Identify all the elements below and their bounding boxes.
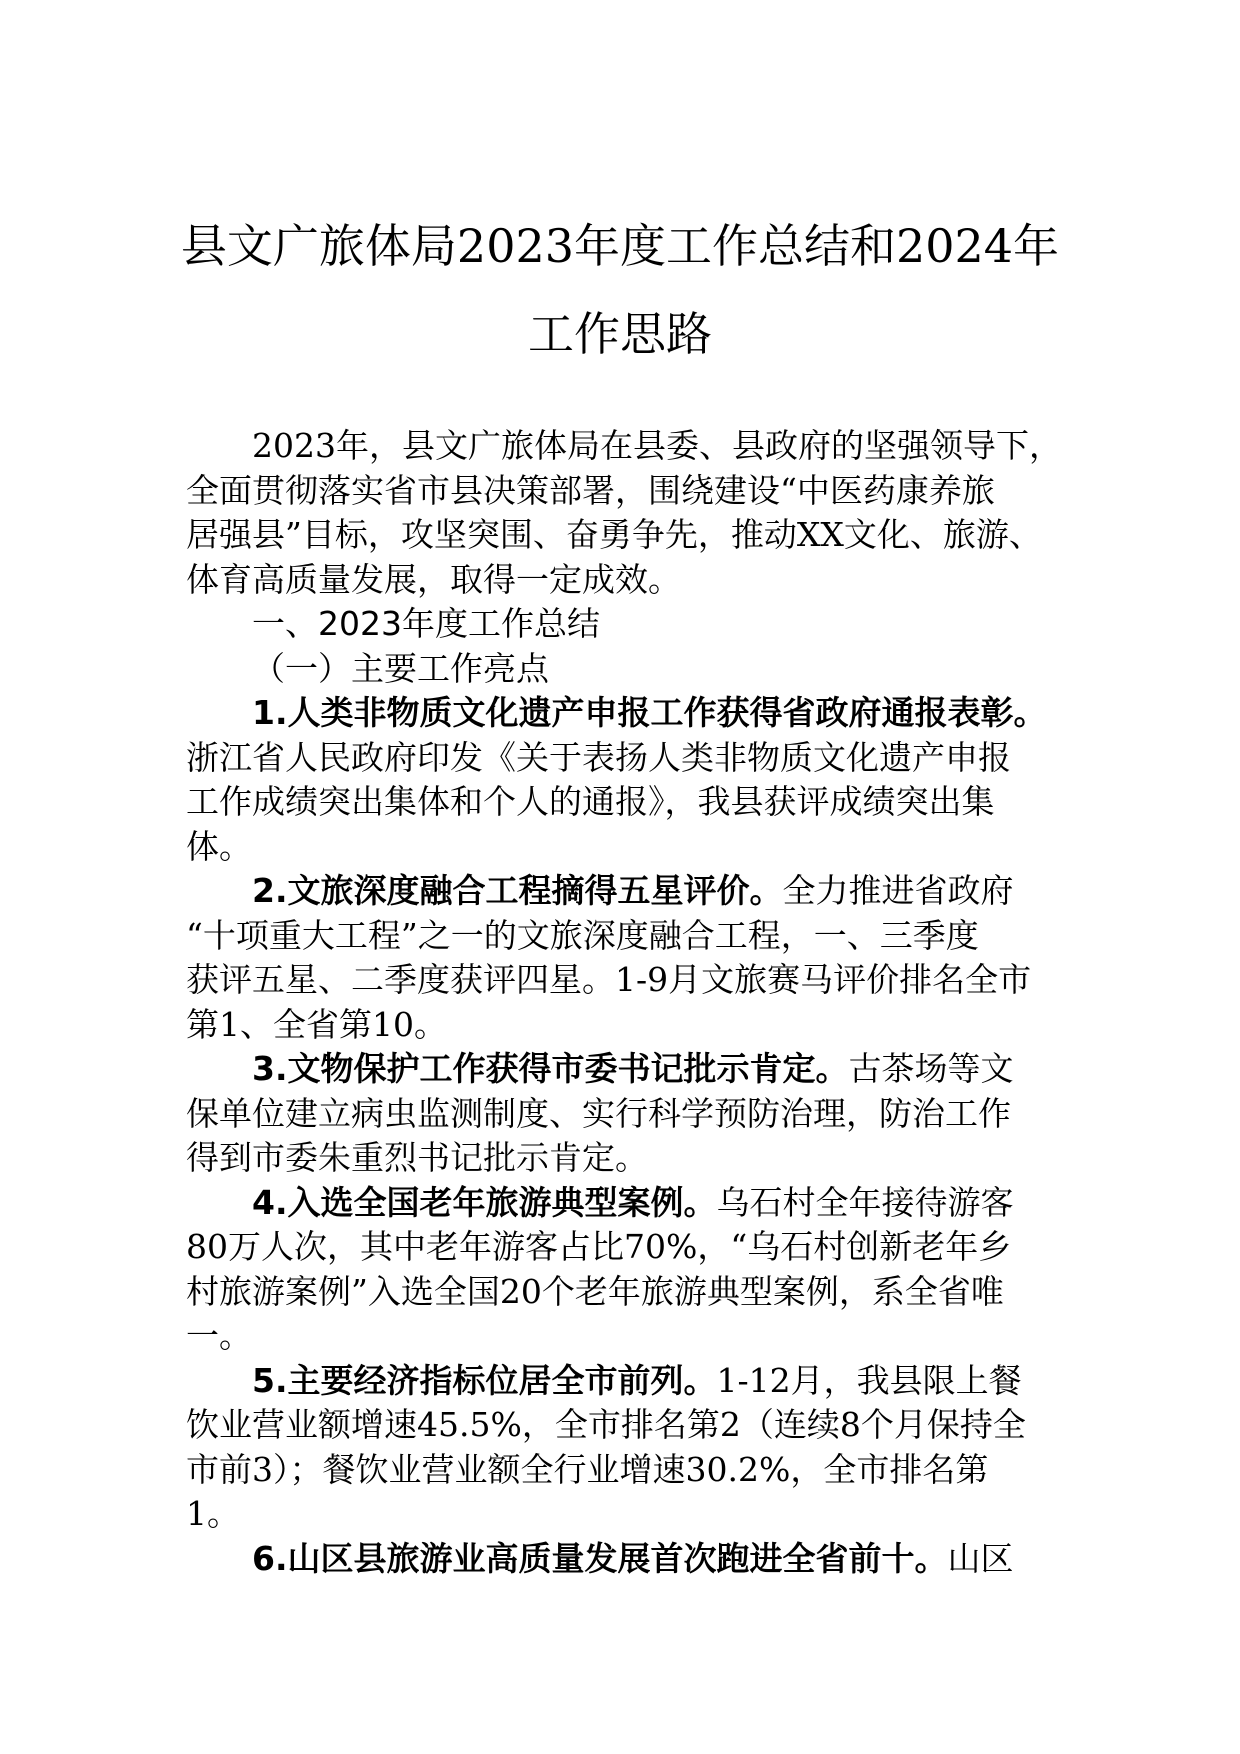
item-lead: 1-12月，我县限上餐 bbox=[716, 1360, 1022, 1400]
item-heading: 1.人类非物质文化遗产申报工作获得省政府通报表彰。 bbox=[252, 693, 1047, 732]
item-first-line bbox=[186, 1359, 1054, 1404]
item-line: 80万人次，其中老年游客占比70%，“乌石村创新老年乡 bbox=[186, 1227, 1012, 1266]
subsection-heading: （一）主要工作亮点 bbox=[252, 648, 549, 688]
item-line: 饮业营业额增速45.5%，全市排名第2（连续8个月保持全 bbox=[186, 1405, 1026, 1444]
intro-line: 2023年，县文广旅体局在县委、县政府的坚强领导下， bbox=[252, 426, 1062, 465]
item-line: 一。 bbox=[186, 1316, 252, 1355]
item-heading: 3.文物保护工作获得市委书记批示肯定。 bbox=[252, 1049, 849, 1088]
document-title-line-1: 县文广旅体局2023年度工作总结和2024年 bbox=[180, 219, 1060, 273]
item-line: 第1、全省第10。 bbox=[186, 1004, 447, 1044]
item-heading: 6.山区县旅游业高质量发展首次跑进全省前十。 bbox=[252, 1538, 948, 1578]
item-line: “十项重大工程”之一的文旅深度融合工程，一、三季度 bbox=[186, 915, 979, 955]
item-heading: 4.入选全国老年旅游典型案例。 bbox=[252, 1182, 717, 1222]
item-lead: 全力推进省政府 bbox=[782, 871, 1014, 910]
item-first-line bbox=[186, 869, 1054, 914]
item-line: 保单位建立病虫监测制度、实行科学预防治理，防治工作 bbox=[186, 1093, 1011, 1133]
item-first-line bbox=[186, 1181, 1054, 1226]
section-heading: 一、2023年度工作总结 bbox=[252, 604, 600, 643]
item-lead: 山区 bbox=[947, 1538, 1014, 1578]
item-line: 体。 bbox=[186, 826, 252, 866]
item-line: 1。 bbox=[186, 1494, 240, 1533]
item-line: 工作成绩突出集体和个人的通报》，我县获评成绩突出集 bbox=[186, 782, 995, 821]
intro-line: 体育高质量发展，取得一定成效。 bbox=[186, 559, 681, 599]
item-line: 浙江省人民政府印发《关于表扬人类非物质文化遗产申报 bbox=[186, 737, 1011, 777]
item-line: 得到市委朱重烈书记批示肯定。 bbox=[186, 1138, 648, 1177]
item-heading: 2.文旅深度融合工程摘得五星评价。 bbox=[252, 871, 783, 910]
item-first-line bbox=[186, 1537, 1054, 1582]
intro-line: 全面贯彻落实省市县决策部署，围绕建设“中医药康养旅 bbox=[186, 470, 995, 510]
document-body bbox=[186, 424, 1062, 1581]
item-first-line bbox=[186, 1047, 1054, 1092]
document-title-line-2: 工作思路 bbox=[528, 307, 712, 361]
item-line: 村旅游案例”入选全国20个老年旅游典型案例，系全省唯 bbox=[186, 1271, 1004, 1311]
item-lead: 乌石村全年接待游客 bbox=[716, 1182, 1014, 1222]
item-first-line bbox=[186, 691, 1054, 736]
item-line: 获评五星、二季度获评四星。1-9月文旅赛马评价排名全市 bbox=[186, 960, 1032, 999]
item-heading: 5.主要经济指标位居全市前列。 bbox=[252, 1360, 717, 1400]
item-line: 市前3）；餐饮业营业额全行业增速30.2%，全市排名第 bbox=[186, 1449, 989, 1489]
item-lead: 古茶场等文 bbox=[848, 1049, 1014, 1088]
intro-line: 居强县”目标，攻坚突围、奋勇争先，推动XX文化、旅游、 bbox=[186, 515, 1042, 554]
